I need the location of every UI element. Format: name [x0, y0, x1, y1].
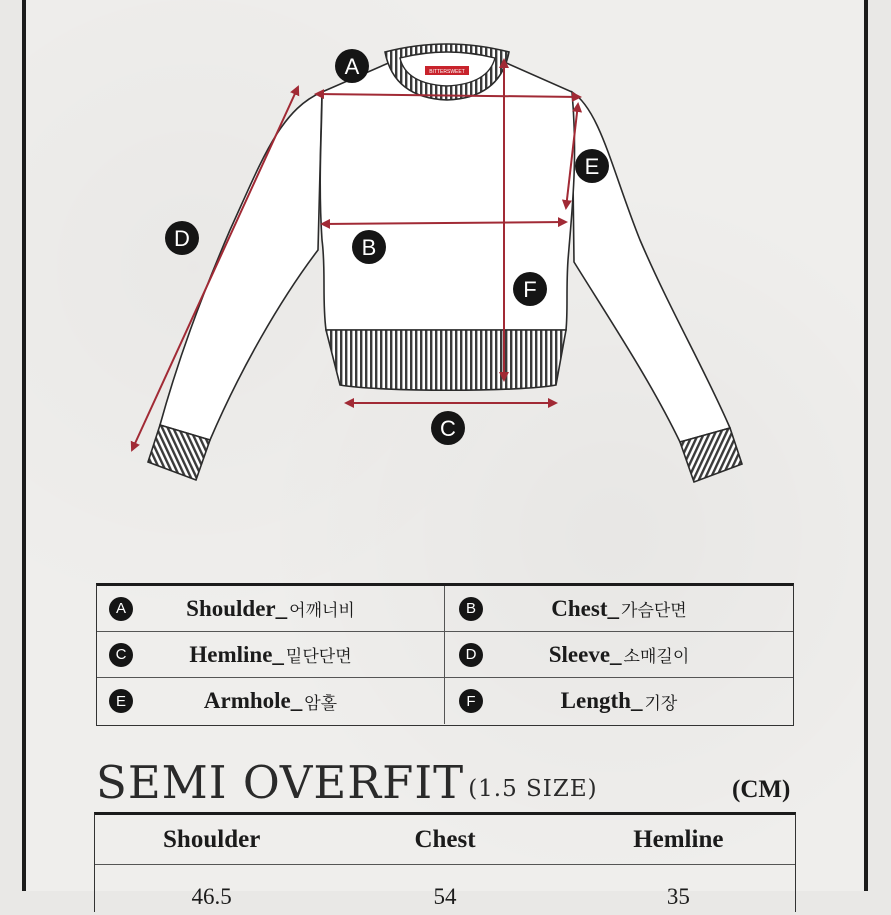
- marker-c: [431, 411, 465, 445]
- header-shoulder: Shoulder: [163, 825, 261, 853]
- legend-term: Length_: [560, 688, 643, 713]
- fit-size: (1.5 SIZE): [468, 776, 598, 802]
- svg-text:D: D: [174, 226, 190, 251]
- legend-term: Hemline_: [189, 641, 284, 667]
- legend-cell-chest: [445, 586, 793, 631]
- legend-korean: 밑단단면: [285, 647, 352, 667]
- left-sleeve: [160, 92, 322, 440]
- legend-row: [97, 632, 793, 678]
- legend-korean: 어깨너비: [289, 601, 355, 621]
- value-chest: 54: [433, 884, 457, 909]
- legend-term: Sleeve_: [548, 641, 622, 667]
- legend-korean: 소매길이: [623, 647, 690, 667]
- badge-a: A: [109, 597, 133, 621]
- badge-b: B: [459, 597, 483, 621]
- measurement-legend: [96, 583, 794, 726]
- badge-c: C: [109, 643, 133, 667]
- fit-name: SEMI OVERFIT: [96, 756, 465, 809]
- legend-cell-armhole: [97, 678, 445, 724]
- legend-cell-shoulder: [97, 586, 445, 631]
- size-table-header: [95, 815, 795, 865]
- unit-label: (CM): [732, 776, 791, 803]
- legend-korean: 가슴단면: [621, 601, 687, 621]
- svg-text:A: A: [344, 54, 360, 79]
- legend-korean: 암홀: [304, 693, 338, 714]
- marker-f: [513, 272, 547, 306]
- value-shoulder: 46.5: [191, 884, 232, 909]
- size-table-row: [95, 865, 795, 915]
- value-hemline: 35: [666, 884, 690, 909]
- legend-row: [97, 678, 793, 724]
- svg-text:F: F: [523, 277, 537, 302]
- header-hemline: Hemline: [633, 825, 724, 853]
- legend-term: Armhole_: [203, 688, 303, 713]
- legend-cell-length: [445, 678, 793, 724]
- legend-row: [97, 586, 793, 632]
- badge-e: E: [109, 689, 133, 713]
- legend-term: Chest_: [551, 595, 620, 621]
- fit-title: [96, 756, 598, 809]
- badge-d: D: [459, 643, 483, 667]
- size-table: [94, 812, 796, 912]
- marker-b: [352, 230, 386, 264]
- legend-korean: 기장: [644, 693, 678, 714]
- legend-cell-hemline: [97, 632, 445, 677]
- legend-cell-sleeve: [445, 632, 793, 677]
- marker-e: [575, 149, 609, 183]
- brand-label-text: BITTERSWEET: [429, 69, 465, 75]
- right-sleeve: [572, 92, 730, 442]
- svg-text:B: B: [361, 235, 377, 260]
- marker-d: [165, 221, 199, 255]
- marker-a: [335, 49, 369, 83]
- badge-f: F: [459, 689, 483, 713]
- legend-term: Shoulder_: [186, 595, 288, 621]
- header-chest: Chest: [414, 825, 476, 853]
- svg-text:E: E: [584, 154, 600, 179]
- svg-text:C: C: [440, 416, 456, 441]
- hem-band: [326, 330, 566, 390]
